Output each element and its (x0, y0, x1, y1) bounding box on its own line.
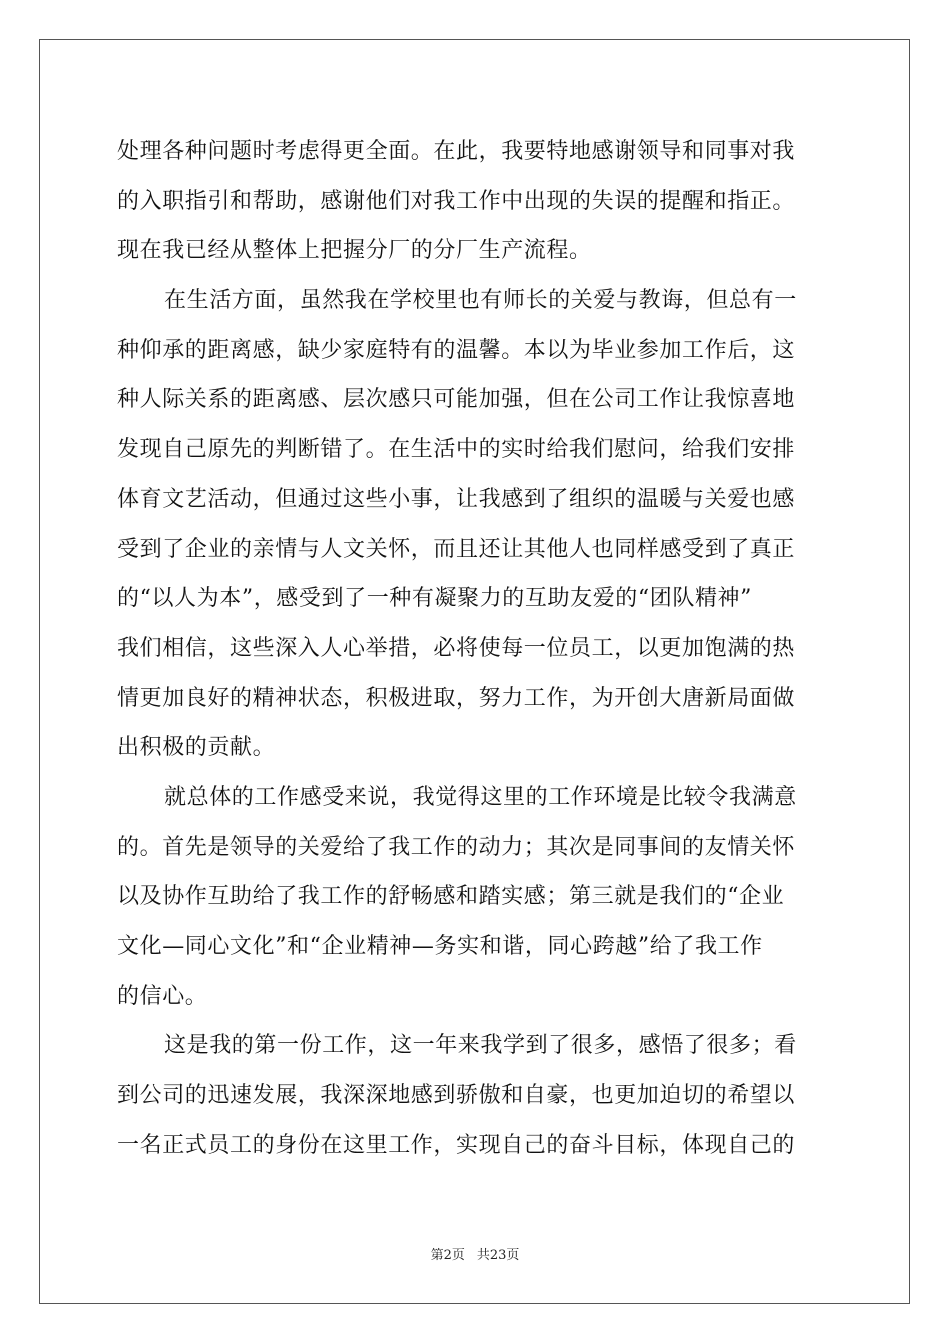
text-line: 在生活方面，虽然我在学校里也有师长的关爱与教诲，但总有一 (164, 288, 797, 314)
text-line: 的入职指引和帮助，感谢他们对我工作中出现的失误的提醒和指正。 (117, 188, 796, 214)
text-line: 受到了企业的亲情与人文关怀，而且还让其他人也同样感受到了真正 (117, 536, 796, 562)
text-line: 到公司的迅速发展，我深深地感到骄傲和自豪，也更加迫切的希望以 (117, 1083, 796, 1109)
text-line: 现在我已经从整体上把握分厂的分厂生产流程。 (117, 238, 592, 264)
page-total: 共23页 (476, 1248, 520, 1263)
text-line: 就总体的工作感受来说，我觉得这里的工作环境是比较令我满意 (164, 784, 797, 810)
text-line: 的“以人为本”，感受到了一种有凝聚力的互助友爱的“团队精神” (117, 586, 752, 612)
document-body (117, 127, 837, 1170)
text-line: 体育文艺活动，但通过这些小事，让我感到了组织的温暖与关爱也感 (117, 486, 796, 512)
page-number: 第2页 (430, 1248, 465, 1263)
text-line: 种仰承的距离感，缺少家庭特有的温馨。本以为毕业参加工作后，这 (117, 337, 796, 363)
text-line: 以及协作互助给了我工作的舒畅感和踏实感；第三就是我们的“企业 (117, 884, 785, 910)
text-line: 的信心。 (117, 983, 208, 1009)
text-line: 情更加良好的精神状态，积极进取，努力工作，为开创大唐新局面做 (117, 685, 796, 711)
text-line: 的。首先是领导的关爱给了我工作的动力；其次是同事间的友情关怀 (117, 834, 796, 860)
text-line: 发现自己原先的判断错了。在生活中的实时给我们慰问，给我们安排 (117, 437, 796, 463)
text-line: 这是我的第一份工作，这一年来我学到了很多，感悟了很多；看 (164, 1033, 797, 1059)
text-line: 文化—同心文化”和“企业精神—务实和谐，同心跨越”给了我工作 (117, 934, 763, 959)
text-line: 一名正式员工的身份在这里工作，实现自己的奋斗目标，体现自己的 (117, 1132, 796, 1158)
text-line: 种人际关系的距离感、层次感只可能加强，但在公司工作让我惊喜地 (117, 387, 796, 413)
text-line: 我们相信，这些深入人心举措，必将使每一位员工，以更加饱满的热 (117, 635, 796, 661)
text-line: 出积极的贡献。 (117, 735, 276, 761)
page-footer (0, 1246, 950, 1266)
text-line: 处理各种问题时考虑得更全面。在此，我要特地感谢领导和同事对我 (117, 139, 796, 164)
